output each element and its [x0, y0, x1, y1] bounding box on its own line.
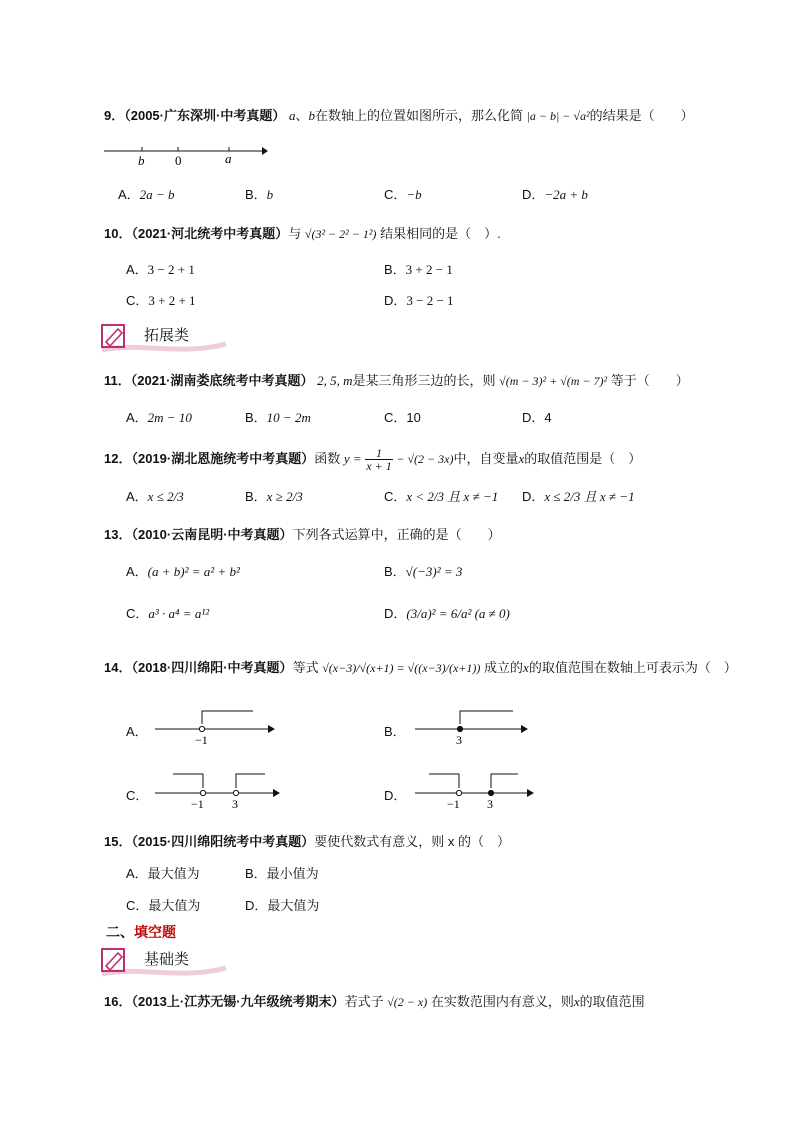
- question-stem: 是某三角形三边的长，则: [352, 373, 496, 388]
- math-vars: 2, 5, m: [317, 373, 353, 388]
- option-label: C．: [126, 606, 149, 621]
- question-stem: 函数: [314, 450, 341, 466]
- option-d[interactable]: [522, 410, 552, 426]
- option-label: C．: [126, 898, 149, 913]
- option-value: x < 2/3 且 x ≠ −1: [406, 489, 499, 504]
- math-expression: |a − b| − √a²: [526, 109, 590, 123]
- option-value: 最大值为: [267, 898, 320, 913]
- question-source: （2015·四川绵阳统考中考真题）: [131, 834, 315, 849]
- option-a[interactable]: [126, 262, 195, 278]
- option-c[interactable]: [384, 489, 498, 505]
- number-line-q9: [100, 141, 270, 171]
- option-label: A．: [126, 262, 148, 277]
- math-expression: − √(2 − 3x): [396, 451, 454, 466]
- option-value: 3 + 2 − 1: [405, 262, 453, 277]
- option-d[interactable]: [384, 606, 510, 622]
- option-label: B．: [245, 489, 267, 504]
- option-c[interactable]: [126, 606, 209, 622]
- option-label: C．: [126, 788, 149, 803]
- question-stem: 成立的: [484, 660, 524, 675]
- tick-label: −1: [447, 797, 460, 810]
- option-a[interactable]: [126, 564, 240, 580]
- option-value: 2a − b: [139, 187, 175, 202]
- number-line-option-b: [415, 706, 540, 746]
- question-number: 9．: [104, 108, 125, 123]
- option-value: −b: [406, 187, 422, 202]
- option-value: 4: [544, 410, 552, 425]
- section-title: 填空题: [134, 924, 176, 940]
- question-source: （2005·广东深圳·中考真题）: [124, 108, 286, 123]
- option-label: D．: [522, 489, 545, 504]
- option-label: A．: [126, 410, 148, 425]
- option-c[interactable]: [126, 788, 148, 804]
- option-c[interactable]: [126, 898, 200, 914]
- question-tail: 的取值范围: [579, 994, 645, 1009]
- option-a[interactable]: [126, 866, 200, 882]
- option-label: B．: [245, 187, 267, 202]
- question-number: 15．: [104, 834, 132, 849]
- tick-label: 3: [487, 797, 493, 810]
- option-d[interactable]: [384, 788, 406, 804]
- option-label: B．: [384, 564, 406, 579]
- question-16: [104, 994, 645, 1010]
- option-label: C．: [384, 187, 407, 202]
- question-number: 11．: [104, 373, 131, 388]
- tick-label: −1: [195, 733, 208, 746]
- section-heading: [106, 924, 176, 940]
- question-source: （2021·湖南娄底统考中考真题）: [130, 373, 314, 388]
- option-b[interactable]: [245, 866, 319, 882]
- option-c[interactable]: [384, 187, 422, 203]
- option-b[interactable]: [245, 187, 273, 203]
- tick-label: 3: [232, 797, 238, 810]
- option-label: A．: [126, 866, 148, 881]
- option-value: 2m − 10: [147, 410, 192, 425]
- question-stem: 中，自变量: [453, 450, 519, 466]
- option-value: a³ · a⁴ = a¹²: [148, 606, 210, 621]
- question-10: [104, 226, 501, 242]
- question-source: （2021·河北统考中考真题）: [131, 226, 289, 241]
- option-label: D．: [384, 606, 407, 621]
- question-number: 16．: [104, 994, 132, 1009]
- question-stem: 与: [288, 226, 302, 241]
- option-b[interactable]: [245, 489, 303, 505]
- question-source: （2010·云南昆明·中考真题）: [131, 527, 293, 542]
- math-expression: √(3² − 2² − 1²): [304, 227, 377, 241]
- section-title: 拓展类: [144, 327, 190, 344]
- question-number: 13．: [104, 527, 132, 542]
- option-value: 3 − 2 − 1: [406, 293, 454, 308]
- option-b[interactable]: [384, 262, 453, 278]
- option-a[interactable]: [126, 410, 192, 426]
- option-value: (3/a)² = 6/a² (a ≠ 0): [406, 606, 510, 621]
- option-label: D．: [384, 293, 407, 308]
- option-value: 最大值为: [147, 866, 200, 881]
- question-stem: 要使代数式有意义，则 x 的（ ）: [314, 834, 510, 849]
- question-tail: 的取值范围在数轴上可表示为（ ）: [528, 660, 737, 675]
- option-c[interactable]: [126, 293, 196, 309]
- question-tail: 等于（ ）: [610, 373, 689, 388]
- axis-label-b: b: [138, 153, 145, 168]
- tick-label: 3: [456, 733, 462, 746]
- option-value: x ≥ 2/3: [266, 489, 303, 504]
- question-tail: 的取值范围是（ ）: [524, 450, 642, 466]
- option-label: C．: [126, 293, 149, 308]
- option-b[interactable]: [245, 410, 311, 426]
- option-label: A．: [126, 564, 148, 579]
- question-13: [104, 527, 501, 543]
- option-label: A．: [126, 489, 148, 504]
- math-var: x: [523, 660, 529, 675]
- question-number: 14．: [104, 660, 132, 675]
- option-a[interactable]: [118, 187, 174, 203]
- number-line-option-d: [415, 770, 540, 810]
- option-d[interactable]: [245, 898, 319, 914]
- number-line-option-c: [155, 770, 285, 810]
- option-label: D．: [384, 788, 407, 803]
- option-value: √(−3)² = 3: [405, 564, 463, 579]
- option-label: A．: [118, 187, 140, 202]
- option-label: B．: [245, 410, 267, 425]
- axis-label-0: 0: [175, 153, 182, 168]
- question-stem: 等式: [292, 660, 319, 675]
- axis-label-a: a: [225, 151, 232, 166]
- var-a: a: [288, 108, 296, 123]
- section-title: 基础类: [144, 951, 190, 968]
- question-stem: 若式子: [344, 994, 384, 1009]
- fraction-denominator: x + 1: [366, 459, 392, 473]
- option-label: C．: [384, 410, 407, 425]
- option-value: −2a + b: [544, 187, 588, 202]
- option-value: 10: [406, 410, 421, 425]
- option-c[interactable]: [384, 410, 421, 426]
- question-11: [104, 373, 689, 389]
- option-label: B．: [245, 866, 267, 881]
- math-expression: y =: [343, 450, 362, 466]
- option-label: B．: [384, 724, 406, 739]
- option-label: D．: [522, 410, 545, 425]
- math-var: x: [573, 994, 580, 1009]
- question-number: 10．: [104, 226, 132, 241]
- question-source: （2013上·江苏无锡·九年级统考期末）: [131, 994, 345, 1009]
- option-b[interactable]: [384, 724, 406, 740]
- option-d[interactable]: [384, 293, 454, 309]
- option-a[interactable]: [126, 724, 148, 740]
- option-value: x ≤ 2/3: [147, 489, 184, 504]
- var-b: b: [308, 108, 315, 123]
- option-value: b: [266, 187, 274, 202]
- option-value: (a + b)² = a² + b²: [147, 564, 240, 579]
- question-stem: 下列各式运算中，正确的是（ ）: [292, 527, 501, 542]
- tick-label: −1: [191, 797, 204, 810]
- option-value: 最小值为: [266, 866, 319, 881]
- math-expression: √(2 − x): [387, 995, 428, 1009]
- option-label: C．: [384, 489, 407, 504]
- fraction-numerator: 1: [365, 447, 392, 460]
- option-value: 10 − 2m: [266, 410, 311, 425]
- option-d[interactable]: [522, 187, 588, 203]
- question-tail: 结果相同的是（ ）.: [380, 226, 501, 241]
- question-source: （2018·四川绵阳·中考真题）: [131, 660, 293, 675]
- question-stem: 在数轴上的位置如图所示，那么化简: [314, 108, 523, 123]
- question-15: [104, 834, 510, 850]
- question-stem: 在实数范围内有意义，则: [430, 994, 574, 1009]
- option-value: 3 + 2 + 1: [148, 293, 196, 308]
- question-number: 12．: [104, 450, 132, 466]
- option-value: 3 − 2 + 1: [147, 262, 195, 277]
- question-14: [104, 660, 737, 676]
- question-9: [104, 108, 694, 124]
- separator: 、: [295, 108, 309, 123]
- question-source: （2019·湖北恩施统考中考真题）: [131, 450, 315, 466]
- math-expression: √(m − 3)² + √(m − 7)²: [499, 374, 608, 388]
- fraction: [365, 447, 392, 472]
- option-label: D．: [245, 898, 268, 913]
- question-tail: 的结果是（ ）: [589, 108, 694, 123]
- section-number: 二、: [106, 924, 134, 940]
- math-var: x: [518, 450, 525, 466]
- math-expression: √(x−3)/√(x+1) = √((x−3)/(x+1)): [322, 661, 481, 675]
- option-value: 最大值为: [148, 898, 201, 913]
- option-a[interactable]: [126, 489, 184, 505]
- option-b[interactable]: [384, 564, 462, 580]
- question-12: [104, 447, 641, 472]
- option-label: D．: [522, 187, 545, 202]
- number-line-option-a: [155, 706, 280, 746]
- option-d[interactable]: [522, 489, 635, 505]
- option-label: A．: [126, 724, 148, 739]
- option-value: x ≤ 2/3 且 x ≠ −1: [544, 489, 635, 504]
- option-label: B．: [384, 262, 406, 277]
